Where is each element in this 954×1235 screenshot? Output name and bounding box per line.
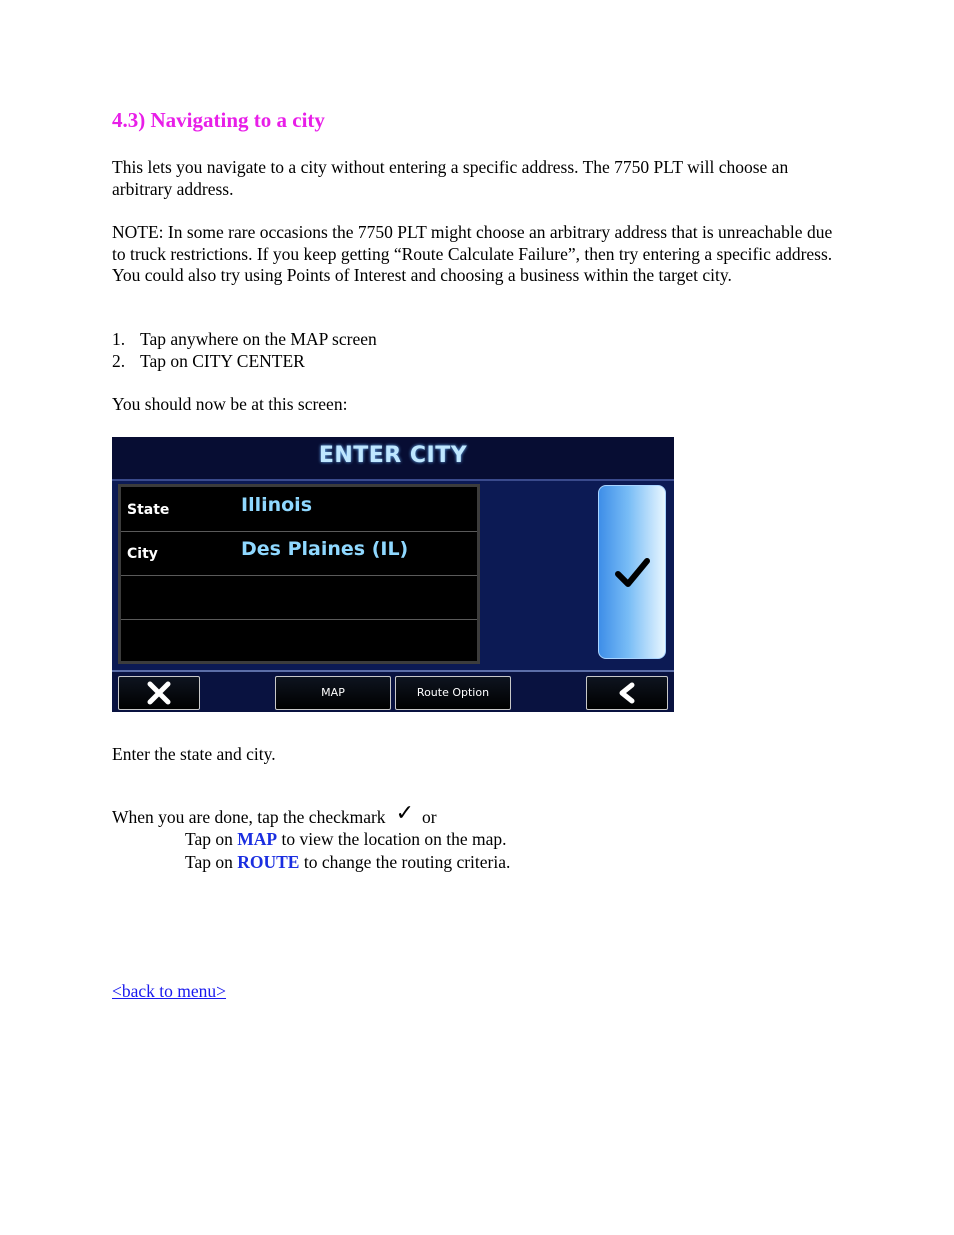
done-or: or — [422, 807, 437, 827]
step-number: 2. — [112, 351, 126, 371]
enter-instruction: Enter the state and city. — [112, 744, 276, 764]
cancel-button[interactable] — [118, 676, 200, 710]
done-text: When you are done, tap the checkmark — [112, 807, 386, 827]
step-text: Tap anywhere on the MAP screen — [140, 329, 377, 349]
map-keyword: MAP — [237, 829, 278, 849]
state-label: State — [127, 502, 170, 518]
screen-toolbar — [112, 670, 674, 712]
map-post: to view the location on the map. — [281, 829, 507, 849]
screen-title: ENTER CITY — [318, 443, 468, 468]
empty-row — [121, 619, 477, 663]
step-number: 1. — [112, 329, 126, 349]
entry-grid — [118, 484, 480, 664]
route-keyword: ROUTE — [237, 852, 300, 872]
map-instruction — [185, 829, 507, 851]
done-instruction — [112, 800, 437, 829]
section-heading: 4.3) Navigating to a city — [112, 108, 325, 132]
state-value: Illinois — [241, 494, 313, 516]
screen-titlebar — [112, 437, 674, 481]
step-2 — [112, 351, 305, 373]
screen-intro: You should now be at this screen: — [112, 394, 348, 414]
map-button[interactable]: MAP — [275, 676, 391, 710]
checkmark-icon — [613, 553, 653, 593]
checkmark-icon: ✓ — [395, 800, 414, 825]
back-button[interactable] — [586, 676, 668, 710]
state-row[interactable] — [121, 487, 477, 532]
confirm-button[interactable] — [598, 485, 666, 659]
map-pre: Tap on — [185, 829, 233, 849]
city-value: Des Plaines (IL) — [241, 538, 409, 560]
enter-city-screen — [112, 437, 674, 712]
step-text: Tap on CITY CENTER — [140, 351, 305, 371]
route-option-button[interactable]: Route Option — [395, 676, 511, 710]
step-1 — [112, 329, 377, 351]
intro-paragraph: This lets you navigate to a city without entering a specific address. The 7750 PLT will choose an arbitrary address. — [112, 157, 789, 199]
route-instruction — [185, 852, 510, 874]
route-pre: Tap on — [185, 852, 233, 872]
close-icon — [146, 681, 172, 705]
note-paragraph: NOTE: In some rare occasions the 7750 PLT might choose an arbitrary address that is unreachable due to truck restrictions. If you keep getting “Route Calculate Failure”, then try entering a specific address. You could also try using Points of Interest and choosing a business within the target city. — [112, 222, 833, 286]
empty-row — [121, 575, 477, 620]
chevron-left-icon — [615, 681, 639, 705]
route-post: to change the routing criteria. — [303, 852, 511, 872]
city-label: City — [127, 546, 158, 562]
back-to-menu-link[interactable]: <back to menu> — [112, 981, 227, 1001]
city-row[interactable] — [121, 531, 477, 576]
